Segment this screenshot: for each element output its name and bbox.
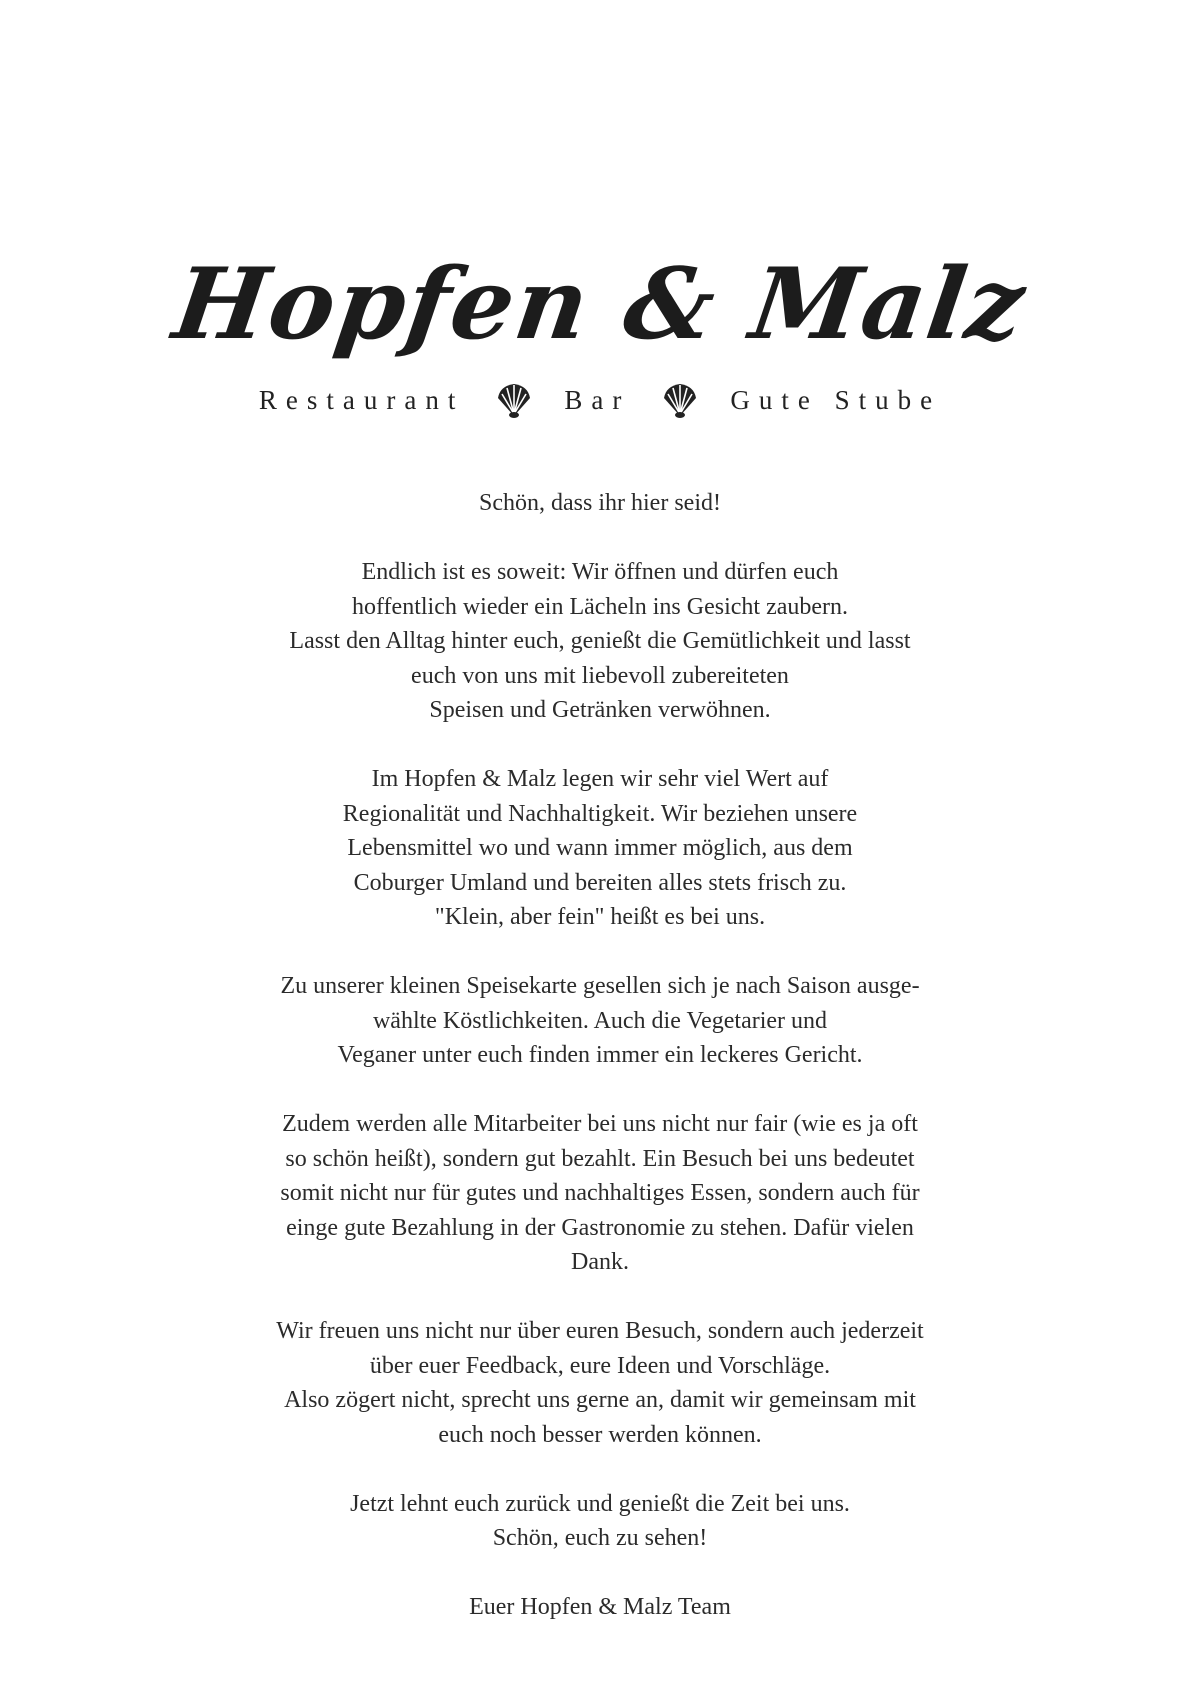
tagline-restaurant: Restaurant [258,384,465,415]
tagline-gute-stube: Gute Stube [730,384,942,415]
paragraph-regional: Im Hopfen & Malz legen wir sehr viel Wert auf Regionalität und Nachhaltigkeit. Wir beziehen unsere Lebensmittel wo und wann immer möglich, aus dem Coburger Umland und bereiten alles stets frisch zu. "Klein, aber fein" heißt es bei uns. [342,766,858,930]
paragraph-menu: Zu unserer kleinen Speisekarte gesellen sich je nach Saison ausge- wählte Köstlichkeiten. Auch die Vegetarier und Veganer unter euch finden immer ein leckeres Gericht. [280,973,920,1068]
shell-icon [494,380,534,420]
paragraph-closing: Jetzt lehnt euch zurück und genießt die Zeit bei uns. Schön, euch zu sehen! [350,1490,850,1551]
paragraph-feedback: Wir freuen uns nicht nur über euren Besuch, sondern auch jederzeit über euer Feedback, eure Ideen und Vorschläge. Also zögert nicht, sprecht uns gerne an, damit wir gemeinsam mit euch noch besser werden können. [276,1318,924,1448]
paragraph-opening: Endlich ist es soweit: Wir öffnen und dürfen euch hoffentlich wieder ein Lächeln ins Gesicht zaubern. Lasst den Alltag hinter euch, genießt die Gemütlichkeit und lasst euch von uns mit liebevoll zubereiteten Speisen und Getränken verwöhnen. [289,559,911,723]
greeting: Schön, dass ihr hier seid! [479,490,721,516]
logo [0,247,1200,362]
paragraph-staff: Zudem werden alle Mitarbeiter bei uns nicht nur fair (wie es ja oft so schön heißt), sondern gut bezahlt. Ein Besuch bei uns bedeutet somit nicht nur für gutes und nachhaltiges Essen, sondern auch für einge gute Bezahlung in der Gastronomie zu stehen. Dafür vielen Dank. [280,1111,920,1275]
shell-icon [660,380,700,420]
tagline [0,380,1200,420]
signature: Euer Hopfen & Malz Team [469,1594,731,1620]
welcome-text [200,486,1000,1659]
tagline-bar: Bar [564,384,631,415]
logo-title: Hopfen & Malz [167,247,1034,362]
